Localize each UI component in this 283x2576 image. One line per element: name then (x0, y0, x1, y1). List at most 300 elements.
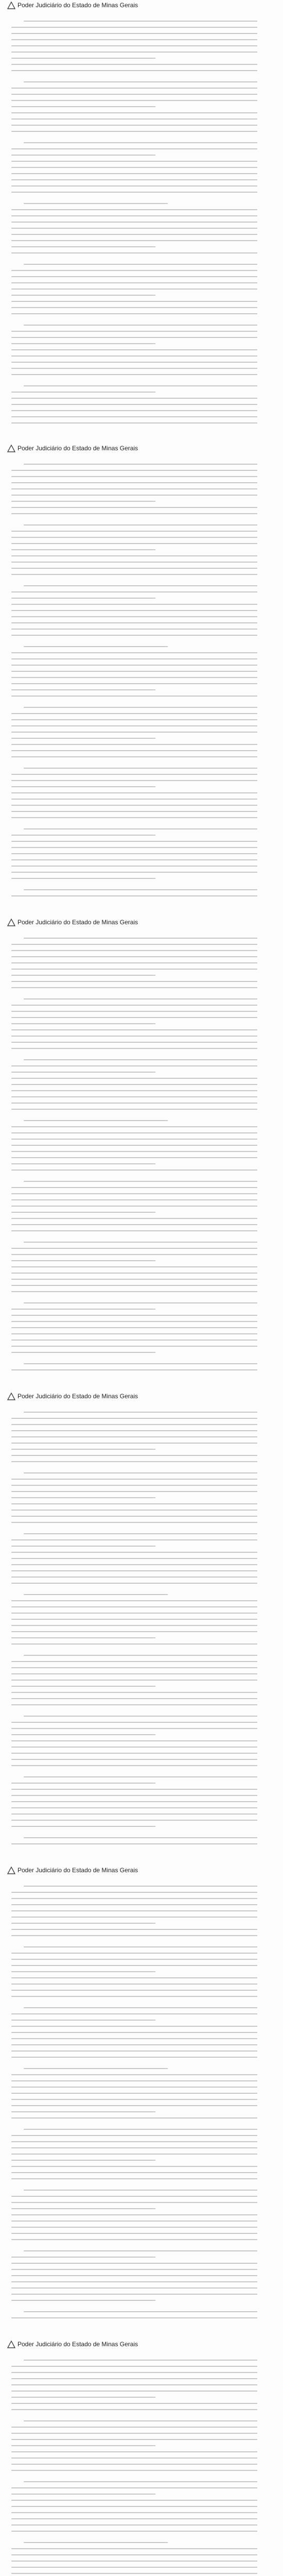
unreadable-text-line (11, 1910, 257, 1911)
unreadable-text-line (11, 476, 257, 477)
page-5 (0, 1865, 283, 2339)
unreadable-text-line (11, 805, 257, 806)
unreadable-text-line (11, 1455, 257, 1456)
unreadable-text-line (11, 1193, 257, 1194)
unreadable-text-line (11, 962, 257, 963)
unreadable-text-line (11, 853, 257, 854)
unreadable-text-line (24, 707, 257, 708)
unreadable-text-line (11, 289, 257, 290)
unreadable-text-line (11, 1843, 257, 1844)
unreadable-text-line (11, 1904, 257, 1905)
unreadable-text-line (11, 2573, 257, 2574)
court-label: Poder Judiciário do Estado de Minas Gerais (17, 1393, 138, 1400)
unreadable-text-line (11, 1065, 257, 1066)
unreadable-text-line (11, 125, 257, 126)
unreadable-text-line (11, 981, 257, 982)
unreadable-text-line (11, 2384, 257, 2385)
unreadable-text-line (11, 404, 257, 405)
unreadable-text-line (11, 2506, 257, 2507)
unreadable-text-line (11, 374, 257, 375)
unreadable-text-line (11, 2409, 257, 2410)
unreadable-text-line (11, 1230, 257, 1231)
unreadable-text-line (11, 1126, 257, 1127)
unreadable-text-line (11, 859, 257, 860)
unreadable-text-line (11, 1667, 257, 1668)
unreadable-text-line (11, 1558, 257, 1559)
unreadable-text-line (11, 2214, 257, 2215)
unreadable-text-line (11, 1984, 257, 1985)
unreadable-text-line (11, 610, 257, 611)
unreadable-text-line (11, 2147, 257, 2148)
court-emblem-icon (7, 919, 15, 927)
unreadable-text-line (11, 1340, 257, 1341)
unreadable-text-line (11, 1783, 155, 1784)
court-emblem-icon (7, 2, 15, 10)
unreadable-text-line (11, 1170, 257, 1171)
unreadable-text-line (11, 1917, 257, 1918)
unreadable-text-line (11, 555, 257, 556)
unreadable-text-line (11, 629, 257, 630)
unreadable-text-line (11, 416, 257, 417)
unreadable-text-line (11, 1497, 155, 1498)
unreadable-text-line (24, 1120, 168, 1121)
unreadable-text-line (11, 167, 257, 168)
unreadable-text-line (11, 155, 155, 156)
unreadable-text-line (11, 94, 257, 95)
unreadable-text-line (11, 2561, 257, 2562)
unreadable-text-line (11, 2178, 257, 2179)
unreadable-text-line (11, 507, 257, 508)
unreadable-text-line (11, 1418, 257, 1419)
page-header (0, 2339, 283, 2350)
unreadable-text-line (11, 2099, 257, 2100)
unreadable-text-line (11, 209, 257, 210)
unreadable-text-line (11, 2208, 155, 2209)
unreadable-text-line (11, 1613, 257, 1614)
unreadable-text-line (24, 2542, 168, 2543)
unreadable-text-line (11, 131, 257, 132)
unreadable-text-line (11, 1977, 257, 1978)
unreadable-text-line (11, 622, 257, 623)
court-label: Poder Judiciário do Estado de Minas Gerais (17, 2, 138, 9)
unreadable-text-line (24, 1472, 257, 1473)
unreadable-text-line (11, 513, 257, 514)
unreadable-text-line (11, 969, 257, 970)
unreadable-text-line (11, 1449, 155, 1450)
unreadable-text-line (11, 2050, 257, 2052)
unreadable-text-line (11, 234, 257, 235)
unreadable-text-line (11, 2554, 257, 2555)
unreadable-text-line (11, 665, 257, 666)
unreadable-text-line (11, 1096, 257, 1097)
unreadable-text-line (11, 1315, 257, 1316)
unreadable-text-line (11, 1109, 257, 1110)
unreadable-text-line (11, 307, 257, 308)
unreadable-text-line (24, 1655, 257, 1656)
unreadable-text-line (11, 2154, 257, 2155)
unreadable-text-line (11, 1625, 257, 1626)
unreadable-text-line (11, 2111, 155, 2112)
unreadable-text-line (11, 1801, 257, 1802)
unreadable-text-line (11, 713, 257, 714)
unreadable-text-line (11, 1692, 257, 1693)
unreadable-text-line (11, 2487, 257, 2488)
unreadable-text-line (24, 2068, 168, 2069)
unreadable-text-line (11, 975, 155, 976)
unreadable-text-line (11, 2500, 257, 2501)
unreadable-text-line (11, 2366, 257, 2367)
unreadable-text-line (11, 1795, 257, 1796)
unreadable-text-line (11, 1704, 257, 1705)
unreadable-text-line (11, 1224, 257, 1225)
unreadable-text-line (11, 799, 257, 800)
unreadable-text-line (11, 1892, 257, 1893)
unreadable-text-line (11, 1631, 257, 1632)
unreadable-text-line (11, 1461, 257, 1462)
unreadable-text-line (11, 744, 257, 745)
page-header (0, 1865, 283, 1876)
unreadable-text-line (24, 1886, 257, 1887)
unreadable-text-line (11, 689, 155, 690)
unreadable-text-line (11, 1600, 257, 1601)
unreadable-text-line (24, 998, 257, 999)
unreadable-text-line (11, 501, 155, 502)
unreadable-text-line (24, 1837, 257, 1838)
unreadable-text-line (11, 1686, 155, 1687)
unreadable-text-line (11, 1206, 257, 1207)
unreadable-text-line (24, 828, 257, 829)
unreadable-text-line (11, 64, 257, 65)
unreadable-text-line (11, 2300, 155, 2301)
unreadable-text-line (11, 1747, 257, 1748)
court-label: Poder Judiciário do Estado de Minas Gerais (17, 919, 138, 926)
unreadable-text-line (11, 2020, 155, 2021)
unreadable-text-line (11, 2166, 257, 2167)
unreadable-text-line (24, 2311, 257, 2312)
page-header (0, 443, 283, 454)
unreadable-text-line (11, 1516, 257, 1517)
unreadable-text-line (11, 1619, 257, 1620)
unreadable-text-line (11, 1072, 155, 1073)
unreadable-text-line (24, 1533, 257, 1534)
unreadable-text-line (24, 1059, 257, 1060)
unreadable-text-line (11, 39, 257, 40)
unreadable-text-line (24, 1363, 257, 1364)
unreadable-text-line (11, 2518, 257, 2519)
unreadable-text-line (11, 2445, 155, 2446)
unreadable-text-line (24, 2481, 257, 2482)
unreadable-text-line (11, 228, 257, 229)
unreadable-text-line (11, 1564, 257, 1565)
unreadable-text-line (11, 161, 257, 162)
unreadable-text-line (11, 1728, 257, 1729)
unreadable-text-line (11, 362, 257, 363)
unreadable-text-line (11, 355, 257, 357)
unreadable-text-line (11, 2227, 257, 2228)
unreadable-text-line (11, 410, 257, 411)
unreadable-text-line (11, 1011, 257, 1012)
unreadable-text-line (11, 368, 257, 369)
unreadable-text-line (11, 1522, 257, 1523)
unreadable-text-line (11, 1510, 257, 1511)
page-header (0, 917, 283, 928)
unreadable-text-line (24, 1412, 257, 1413)
page-2 (0, 443, 283, 917)
unreadable-text-line (11, 1759, 257, 1760)
unreadable-text-line (11, 2172, 257, 2173)
unreadable-text-line (11, 106, 155, 107)
unreadable-text-line (11, 1327, 257, 1328)
unreadable-text-line (11, 2105, 257, 2106)
unreadable-text-line (24, 768, 257, 769)
unreadable-text-line (11, 1789, 257, 1790)
unreadable-text-line (11, 1996, 257, 1997)
unreadable-text-line (11, 1953, 257, 1954)
unreadable-text-line (24, 2420, 257, 2421)
unreadable-text-line (11, 1935, 257, 1936)
unreadable-text-line (11, 2427, 257, 2428)
unreadable-text-line (11, 2397, 155, 2398)
unreadable-text-line (11, 488, 257, 489)
unreadable-text-line (11, 1333, 257, 1334)
unreadable-text-line (11, 1005, 257, 1006)
unreadable-text-line (11, 58, 155, 59)
unreadable-text-line (11, 185, 257, 187)
unreadable-text-line (11, 1546, 155, 1547)
page-3 (0, 917, 283, 1391)
unreadable-text-line (11, 45, 257, 46)
unreadable-text-line (11, 2233, 257, 2234)
unreadable-text-line (11, 2294, 257, 2295)
unreadable-text-line (11, 1539, 257, 1540)
unreadable-text-line (11, 2275, 257, 2276)
unreadable-text-line (11, 276, 257, 277)
unreadable-text-line (11, 2257, 155, 2258)
unreadable-text-line (24, 524, 257, 526)
unreadable-text-line (24, 2129, 257, 2130)
unreadable-text-line (11, 148, 257, 149)
unreadable-text-line (11, 1260, 155, 1261)
unreadable-text-line (11, 677, 257, 678)
court-label: Poder Judiciário do Estado de Minas Gerais (17, 2341, 138, 2348)
unreadable-text-line (24, 1946, 257, 1947)
unreadable-text-line (11, 944, 257, 945)
unreadable-text-line (24, 81, 257, 82)
unreadable-text-line (24, 938, 257, 939)
unreadable-text-line (11, 2269, 257, 2270)
unreadable-text-line (11, 956, 257, 957)
unreadable-text-line (11, 786, 155, 787)
unreadable-text-line (11, 616, 257, 617)
unreadable-text-line (11, 1346, 257, 1347)
unreadable-text-line (11, 671, 257, 672)
unreadable-text-line (11, 1491, 257, 1492)
unreadable-text-line (11, 222, 257, 223)
unreadable-text-line (11, 2074, 257, 2075)
unreadable-text-line (11, 1273, 257, 1274)
unreadable-text-line (11, 1990, 257, 1991)
unreadable-text-line (11, 2141, 257, 2142)
unreadable-text-line (11, 1017, 257, 1018)
unreadable-text-line (11, 2263, 257, 2264)
unreadable-text-line (11, 738, 155, 739)
unreadable-text-line (11, 295, 155, 296)
unreadable-text-line (11, 780, 257, 781)
unreadable-text-line (11, 2317, 257, 2318)
unreadable-text-line (11, 652, 257, 653)
unreadable-text-line (11, 1583, 257, 1584)
page-header (0, 0, 283, 11)
unreadable-text-line (11, 1826, 155, 1827)
unreadable-text-line (11, 173, 257, 174)
unreadable-text-line (24, 1181, 257, 1182)
unreadable-text-line (11, 1734, 155, 1735)
unreadable-text-line (11, 683, 257, 684)
unreadable-text-line (11, 313, 257, 314)
unreadable-text-line (11, 1971, 155, 1972)
unreadable-text-line (11, 398, 257, 399)
unreadable-text-line (11, 1048, 257, 1049)
unreadable-text-line (11, 2451, 257, 2452)
unreadable-text-line (11, 52, 257, 53)
unreadable-text-line (11, 1680, 257, 1681)
unreadable-text-line (11, 2378, 257, 2379)
unreadable-text-line (11, 811, 257, 812)
unreadable-text-line (11, 1029, 257, 1030)
unreadable-text-line (11, 470, 257, 471)
unreadable-text-line (11, 118, 257, 120)
unreadable-text-line (11, 337, 257, 338)
unreadable-text-line (11, 2117, 257, 2119)
unreadable-text-line (11, 591, 257, 592)
unreadable-text-line (24, 889, 257, 890)
unreadable-text-line (11, 192, 257, 193)
unreadable-text-line (11, 1157, 257, 1158)
unreadable-text-line (11, 2057, 257, 2058)
unreadable-text-line (24, 464, 257, 465)
unreadable-text-line (11, 2044, 257, 2045)
unreadable-text-line (11, 2494, 155, 2495)
unreadable-text-line (11, 1479, 257, 1480)
unreadable-text-line (11, 2567, 257, 2568)
unreadable-text-line (11, 2087, 257, 2088)
unreadable-text-line (24, 1242, 257, 1243)
unreadable-text-line (11, 1485, 257, 1486)
unreadable-text-line (11, 1673, 257, 1674)
unreadable-text-line (11, 2524, 257, 2526)
unreadable-text-line (11, 568, 257, 569)
court-label: Poder Judiciário do Estado de Minas Gerais (17, 445, 138, 452)
unreadable-text-line (11, 537, 257, 538)
unreadable-text-line (11, 774, 257, 775)
unreadable-text-line (11, 2221, 257, 2222)
unreadable-text-line (11, 950, 257, 951)
unreadable-text-line (24, 203, 168, 204)
unreadable-text-line (11, 1637, 155, 1638)
unreadable-text-line (11, 1218, 257, 1219)
unreadable-text-line (11, 604, 257, 605)
unreadable-text-line (11, 422, 257, 423)
unreadable-text-line (11, 2080, 257, 2081)
unreadable-text-line (11, 1740, 257, 1741)
unreadable-text-line (11, 1139, 257, 1140)
unreadable-text-line (11, 725, 257, 726)
unreadable-text-line (24, 2190, 257, 2191)
unreadable-text-line (24, 1594, 168, 1595)
unreadable-text-line (11, 1078, 257, 1079)
unreadable-text-line (11, 598, 155, 599)
unreadable-text-line (11, 895, 257, 896)
unreadable-text-line (24, 264, 257, 265)
unreadable-text-line (11, 215, 257, 216)
unreadable-text-line (11, 1959, 257, 1960)
unreadable-text-line (11, 719, 257, 720)
unreadable-text-line (11, 2202, 257, 2203)
unreadable-text-line (11, 1722, 257, 1723)
unreadable-text-line (11, 1820, 257, 1821)
unreadable-text-line (11, 1248, 257, 1249)
unreadable-text-line (11, 1187, 257, 1188)
unreadable-text-line (11, 1503, 257, 1504)
unreadable-text-line (11, 349, 257, 350)
unreadable-text-line (11, 100, 257, 101)
unreadable-text-line (24, 2360, 257, 2361)
unreadable-text-line (11, 562, 257, 563)
unreadable-text-line (24, 2250, 257, 2251)
unreadable-text-line (11, 343, 155, 344)
court-emblem-icon (7, 1867, 15, 1875)
unreadable-text-line (11, 1929, 257, 1930)
unreadable-text-line (24, 646, 168, 647)
unreadable-text-line (11, 270, 257, 271)
unreadable-text-line (11, 1577, 257, 1578)
unreadable-text-line (11, 246, 155, 247)
unreadable-text-line (11, 531, 257, 532)
unreadable-text-line (11, 1145, 257, 1146)
unreadable-text-line (11, 1132, 257, 1133)
unreadable-text-line (11, 495, 257, 496)
unreadable-text-line (11, 878, 155, 879)
unreadable-text-line (24, 1716, 257, 1717)
unreadable-text-line (11, 2464, 257, 2465)
unreadable-text-line (11, 2512, 257, 2513)
unreadable-text-line (11, 2135, 257, 2136)
court-emblem-icon (7, 2341, 15, 2349)
unreadable-text-line (11, 1430, 257, 1431)
unreadable-text-line (11, 841, 257, 842)
unreadable-text-line (11, 1643, 257, 1645)
unreadable-text-line (24, 1302, 257, 1303)
unreadable-text-line (11, 1254, 257, 1255)
unreadable-text-line (11, 2281, 257, 2282)
unreadable-text-line (11, 252, 257, 253)
unreadable-text-line (24, 585, 257, 586)
court-emblem-icon (7, 445, 15, 453)
unreadable-text-line (11, 2403, 257, 2404)
unreadable-text-line (11, 482, 257, 483)
unreadable-text-line (11, 1036, 257, 1037)
unreadable-text-line (11, 866, 257, 867)
court-emblem-icon (7, 1393, 15, 1401)
unreadable-text-line (11, 2531, 257, 2532)
unreadable-text-line (11, 1436, 257, 1437)
unreadable-text-line (11, 549, 155, 550)
unreadable-text-line (11, 1698, 257, 1699)
unreadable-text-line (11, 2470, 257, 2471)
unreadable-text-line (11, 1103, 257, 1104)
unreadable-text-line (11, 817, 257, 818)
unreadable-text-line (11, 282, 257, 283)
